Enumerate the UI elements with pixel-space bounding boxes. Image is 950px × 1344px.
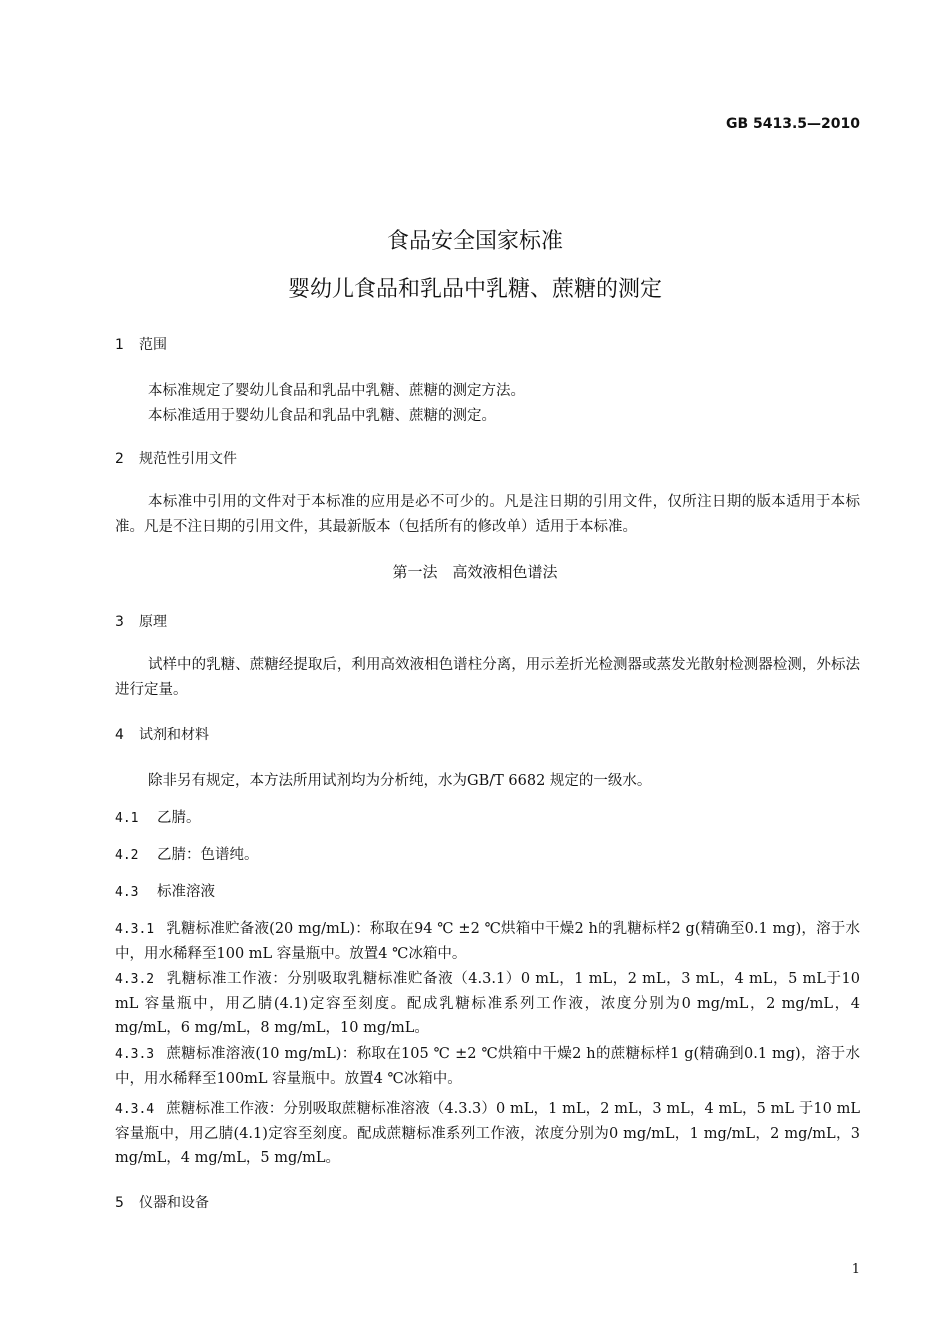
item-number: 4.3.1 xyxy=(115,922,155,937)
item-text: 乙腈：色谱纯。 xyxy=(157,847,259,863)
standard-code: GB 5413.5—2010 xyxy=(725,116,860,132)
item-text: 蔗糖标准溶液(10 mg/mL)：称取在105 ℃ ±2 ℃烘箱中干燥2 h的蔗糖标样1 g(精确到0.1 mg)，溶于水中，用水稀释至100mL 容量瓶中。放置4 ℃冰箱中。 xyxy=(115,1046,860,1087)
item-text: 乳糖标准贮备液(20 mg/mL)：称取在94 ℃ ±2 ℃烘箱中干燥2 h的乳糖标样2 g(精确至0.1 mg)，溶于水中，用水稀释至100 mL 容量瓶中。放置4 ℃冰箱中。 xyxy=(115,921,860,962)
item-text: 标准溶液 xyxy=(157,884,215,900)
item-4-3-2 xyxy=(115,967,860,1040)
item-4-2 xyxy=(115,843,259,864)
section-number: 3 xyxy=(115,614,124,630)
section-title: 范围 xyxy=(139,337,167,353)
section-1-paragraph-2: 本标准适用于婴幼儿食品和乳品中乳糖、蔗糖的测定。 xyxy=(148,408,496,424)
item-4-3-1 xyxy=(115,917,860,966)
item-4-1 xyxy=(115,806,201,827)
item-4-3-3 xyxy=(115,1042,860,1091)
item-4-3 xyxy=(115,880,215,901)
section-title: 仪器和设备 xyxy=(139,1195,209,1211)
item-4-3-4 xyxy=(115,1097,860,1170)
item-text: 乙腈。 xyxy=(157,810,201,826)
item-number: 4.2 xyxy=(115,848,139,863)
section-2-heading xyxy=(115,448,237,468)
section-number: 1 xyxy=(115,337,124,353)
document-title-line1: 食品安全国家标准 xyxy=(386,229,563,254)
section-4-heading xyxy=(115,724,209,744)
section-title: 试剂和材料 xyxy=(139,727,209,743)
section-3-paragraph: 试样中的乳糖、蔗糖经提取后，利用高效液相色谱柱分离，用示差折光检测器或蒸发光散射检测器检测，外标法进行定量。 xyxy=(115,657,860,698)
section-5-heading xyxy=(115,1192,209,1212)
section-4-paragraph: 除非另有规定，本方法所用试剂均为分析纯，水为GB/T 6682 规定的一级水。 xyxy=(148,773,652,789)
page-number: 1 xyxy=(851,1262,860,1277)
item-number: 4.3.4 xyxy=(115,1102,155,1117)
section-number: 5 xyxy=(115,1195,124,1211)
item-number: 4.1 xyxy=(115,811,139,826)
item-text: 蔗糖标准工作液：分别吸取蔗糖标准溶液（4.3.3）0 mL，1 mL，2 mL，3 mL，4 mL，5 mL 于10 mL 容量瓶中，用乙腈(4.1)定容至刻度。配成蔗糖标准系列工作液，浓度分别为0 mg/mL，1 mg/mL，2 mg/mL，3 mg/mL，4 mg/mL，5 mg/mL。 xyxy=(115,1101,860,1166)
section-title: 规范性引用文件 xyxy=(139,451,237,467)
method-1-title: 第一法 高效液相色谱法 xyxy=(392,563,558,581)
section-2-paragraph: 本标准中引用的文件对于本标准的应用是必不可少的。凡是注日期的引用文件，仅所注日期的版本适用于本标准。凡是不注日期的引用文件，其最新版本（包括所有的修改单）适用于本标准。 xyxy=(115,494,860,535)
section-3-heading xyxy=(115,611,167,631)
section-number: 4 xyxy=(115,727,124,743)
section-title: 原理 xyxy=(139,614,167,630)
section-number: 2 xyxy=(115,451,124,467)
item-number: 4.3.2 xyxy=(115,972,155,987)
item-number: 4.3 xyxy=(115,885,139,900)
section-1-paragraph-1: 本标准规定了婴幼儿食品和乳品中乳糖、蔗糖的测定方法。 xyxy=(148,383,525,399)
item-number: 4.3.3 xyxy=(115,1047,155,1062)
document-title-line2: 婴幼儿食品和乳品中乳糖、蔗糖的测定 xyxy=(287,277,662,302)
section-1-heading xyxy=(115,334,167,354)
item-text: 乳糖标准工作液：分别吸取乳糖标准贮备液（4.3.1）0 mL，1 mL，2 mL，3 mL，4 mL，5 mL于10 mL 容量瓶中，用乙腈(4.1)定容至刻度。配成乳糖标准系列工作液，浓度分别为0 mg/mL，2 mg/mL，4 mg/mL，6 mg/mL，8 mg/mL，10 mg/mL。 xyxy=(115,971,860,1036)
